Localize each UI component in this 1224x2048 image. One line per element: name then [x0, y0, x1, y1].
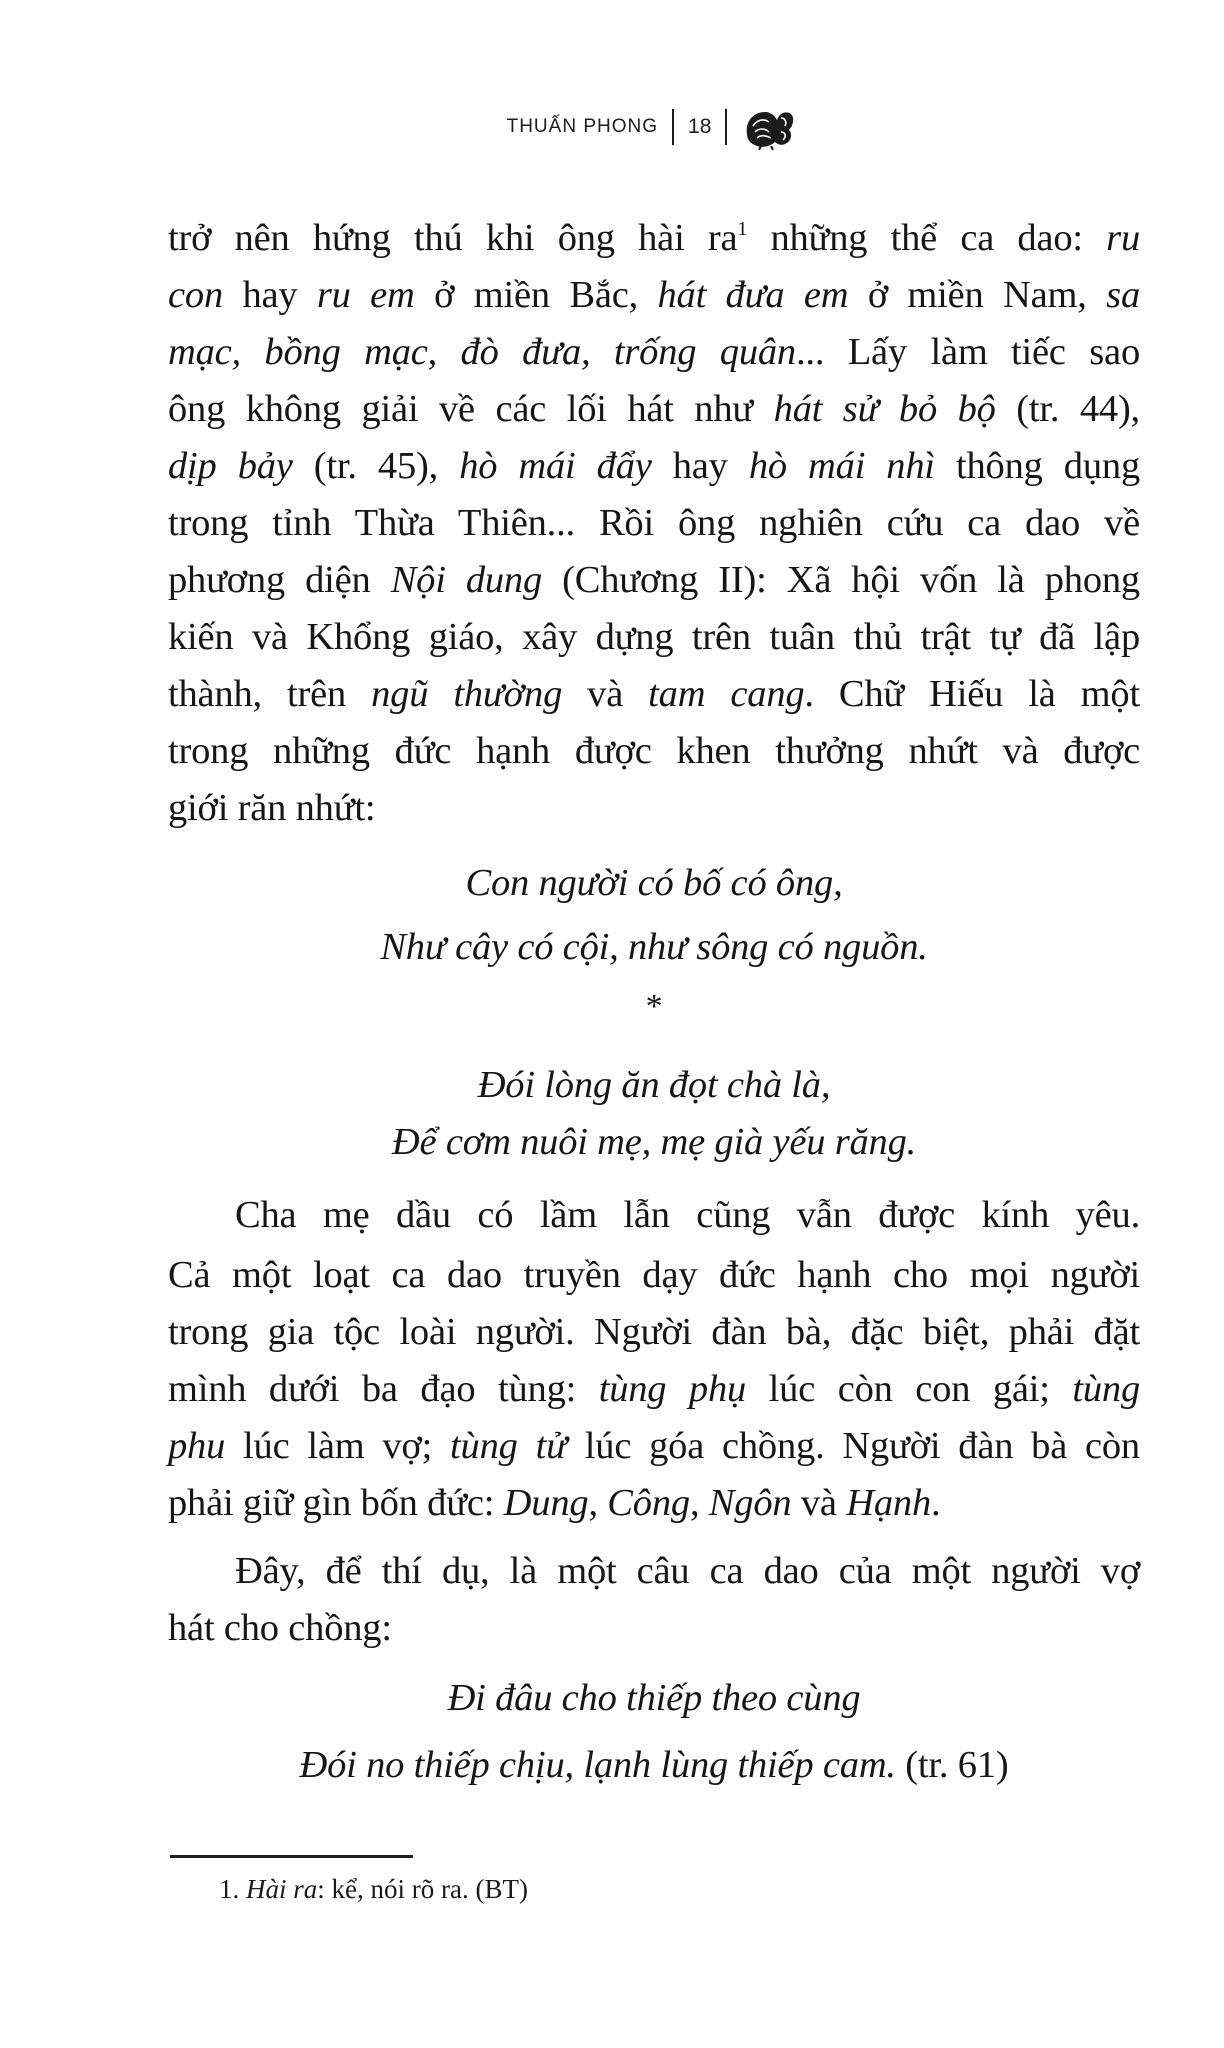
- verse-line: Đói lòng ăn đọt chà là,: [477, 1064, 831, 1106]
- verse-line: Như cây có cội, như sông có nguồn.: [380, 926, 928, 968]
- text-line: kiến và Khổng giáo, xây dựng trên tuân thủ trật tự đã lập: [168, 616, 1140, 658]
- text-line: trong gia tộc loài người. Người đàn bà, đặc biệt, phải đặt: [168, 1311, 1140, 1353]
- verse-line: Để cơm nuôi mẹ, mẹ già yếu răng.: [391, 1121, 917, 1163]
- verse-line: Đói no thiếp chịu, lạnh lùng thiếp cam. (tr. 61): [299, 1744, 1009, 1786]
- footnote: 1. Hài ra: kể, nói rõ ra. (BT): [219, 1874, 528, 1904]
- header-divider: [672, 109, 674, 145]
- dragon-emblem-icon: [741, 104, 797, 150]
- footnote-marker[interactable]: 1: [737, 218, 748, 240]
- page-number: 18: [688, 115, 712, 138]
- text-line: phương diện Nội dung (Chương II): Xã hội vốn là phong: [168, 559, 1140, 601]
- text-line: con hay ru em ở miền Bắc, hát đưa em ở miền Nam, sa: [168, 274, 1141, 316]
- text-line: dịp bảy (tr. 45), hò mái đẩy hay hò mái nhì thông dụng: [168, 445, 1141, 487]
- text-line: thành, trên ngũ thường và tam cang. Chữ Hiếu là một: [168, 673, 1140, 715]
- footnote-term: Hài ra: [246, 1874, 318, 1904]
- text-line: mình dưới ba đạo tùng: tùng phụ lúc còn con gái; tùng: [168, 1368, 1140, 1410]
- text-line: Cha mẹ dầu có lầm lẫn cũng vẫn được kính yêu.: [235, 1194, 1140, 1236]
- text-line: phu lúc làm vợ; tùng tử lúc góa chồng. Người đàn bà còn: [168, 1425, 1140, 1467]
- text-line: trở nên hứng thú khi ông hài ra$^1$ những thể ca dao: ru: [168, 217, 1140, 259]
- verse-line: Đi đâu cho thiếp theo cùng: [447, 1677, 861, 1719]
- header-divider: [725, 109, 727, 145]
- text-line: Đây, để thí dụ, là một câu ca dao của một người vợ: [235, 1550, 1140, 1592]
- running-header: [0, 102, 1224, 152]
- verse-separator: *: [645, 988, 663, 1025]
- text-line: trong những đức hạnh được khen thưởng nhứt và được: [168, 730, 1140, 772]
- text-line: giới răn nhứt:: [168, 787, 376, 829]
- page-reference: (tr. 61): [895, 1744, 1009, 1786]
- text-line: phải giữ gìn bốn đức: Dung, Công, Ngôn và Hạnh.: [168, 1482, 941, 1524]
- text-line: mạc, bồng mạc, đò đưa, trống quân... Lấy làm tiếc sao: [168, 331, 1140, 373]
- footnote-separator: [170, 1855, 413, 1858]
- text-line: ông không giải về các lối hát như hát sử bỏ bộ (tr. 44),: [168, 388, 1140, 430]
- header-author: THUẤN PHONG: [506, 116, 659, 137]
- verse-line: Con người có bố có ông,: [465, 862, 843, 904]
- text-line: Cả một loạt ca dao truyền dạy đức hạnh cho mọi người: [168, 1254, 1140, 1296]
- text-line: hát cho chồng:: [168, 1607, 392, 1649]
- text-line: trong tỉnh Thừa Thiên... Rồi ông nghiên cứu ca dao về: [168, 502, 1140, 544]
